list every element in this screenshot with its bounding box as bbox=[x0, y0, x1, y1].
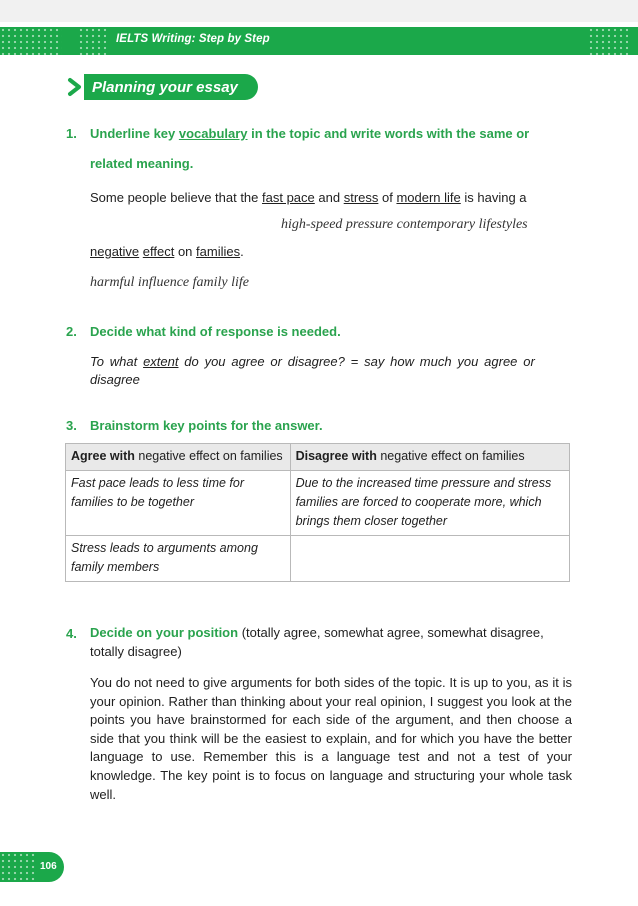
dot-pattern bbox=[0, 27, 62, 55]
handwritten-synonyms-2: harmful influence family life bbox=[90, 275, 250, 290]
running-header: IELTS Writing: Step by Step bbox=[116, 33, 270, 45]
table-row bbox=[66, 536, 570, 582]
dot-pattern bbox=[78, 27, 108, 55]
table-row bbox=[66, 471, 570, 536]
brainstorm-table bbox=[65, 443, 570, 582]
table-cell: Stress leads to arguments among family members bbox=[66, 536, 291, 582]
step-2-heading: Decide what kind of response is needed. bbox=[90, 324, 341, 339]
step-number: 1. bbox=[66, 126, 77, 141]
step-4-heading: Decide on your position (totally agree, somewhat agree, somewhat disagree, totally disagree) bbox=[90, 625, 544, 659]
page-number: 106 bbox=[40, 861, 57, 872]
chevron-right-icon bbox=[66, 76, 86, 98]
topic-sentence-line-2: negative effect on families. bbox=[90, 244, 244, 259]
table-header-agree: Agree with negative effect on families bbox=[66, 444, 291, 471]
underlined-word: vocabulary bbox=[178, 126, 248, 141]
question-line-1: To what extent do you agree or disagree? = say how much you agree or bbox=[90, 354, 535, 369]
step-1-heading-cont: related meaning. bbox=[90, 156, 194, 171]
section-title: Planning your essay bbox=[92, 79, 238, 96]
table-header-row bbox=[66, 444, 570, 471]
step-4-paragraph: You do not need to give arguments for both sides of the topic. It is up to you, as it is your opinion. Rather than thinking about your real opinion, I suggest you look at the points you have brainstormed for each side of the argument, and then choose a side that you think will be the easiest to explain, and for which you have the better language to use. Remember this is a language test and not a test of your knowledge. The key point is to focus on language and structuring your whole task well. bbox=[90, 675, 572, 802]
table-cell bbox=[290, 536, 569, 582]
dot-pattern bbox=[588, 27, 628, 55]
topic-sentence-line-1: Some people believe that the fast pace and stress of modern life is having a bbox=[90, 190, 527, 205]
step-3-heading: Brainstorm key points for the answer. bbox=[90, 418, 323, 433]
table-header-disagree: Disagree with negative effect on families bbox=[290, 444, 569, 471]
step-number: 4. bbox=[66, 626, 77, 641]
table-cell: Fast pace leads to less time for families to be together bbox=[66, 471, 291, 536]
step-number: 3. bbox=[66, 418, 77, 433]
top-strip bbox=[0, 0, 638, 22]
step-1-heading: Underline key vocabulary in the topic and write words with the same or bbox=[90, 126, 530, 141]
handwritten-synonyms-1: high-speed pressure contemporary lifestyles bbox=[281, 217, 528, 232]
question-line-2: disagree bbox=[90, 372, 140, 387]
header-band bbox=[0, 27, 638, 55]
step-number: 2. bbox=[66, 324, 77, 339]
table-cell: Due to the increased time pressure and stress families are forced to cooperate more, which brings them closer together bbox=[290, 471, 569, 536]
dot-pattern bbox=[0, 852, 36, 882]
